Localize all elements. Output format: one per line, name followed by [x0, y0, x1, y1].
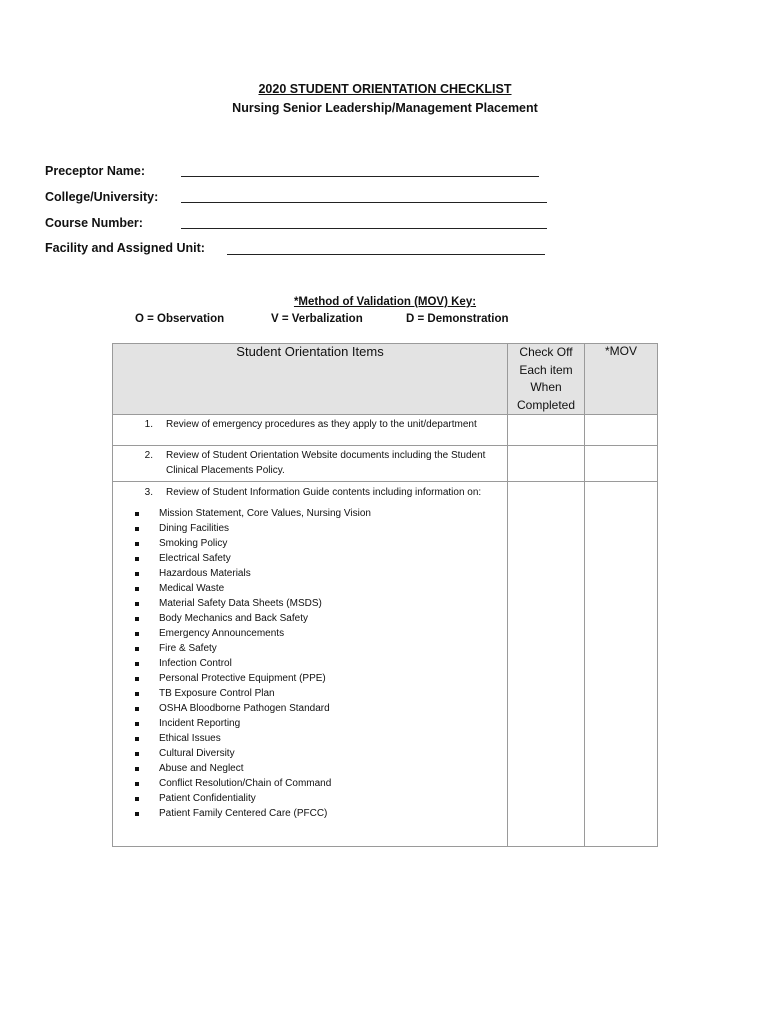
information-guide-bullet-list	[113, 506, 507, 821]
check-off-column-header	[508, 344, 585, 415]
square-bullet-icon	[135, 677, 139, 681]
square-bullet-icon	[135, 572, 139, 576]
square-bullet-icon	[135, 632, 139, 636]
bullet-list-item	[113, 731, 507, 746]
college-university-label: College/University:	[45, 190, 159, 204]
item-number: 2.	[144, 450, 153, 461]
square-bullet-icon	[135, 752, 139, 756]
bullet-text: Hazardous Materials	[159, 568, 251, 579]
square-bullet-icon	[135, 722, 139, 726]
square-bullet-icon	[135, 542, 139, 546]
bullet-list-item	[113, 596, 507, 611]
square-bullet-icon	[135, 707, 139, 711]
check-header-line: Each item	[519, 362, 573, 377]
square-bullet-icon	[135, 812, 139, 816]
square-bullet-icon	[135, 737, 139, 741]
mov-column-header: *MOV	[585, 344, 658, 415]
square-bullet-icon	[135, 692, 139, 696]
check-off-cell[interactable]	[508, 446, 585, 482]
item-number: 3.	[144, 487, 153, 498]
facility-unit-label: Facility and Assigned Unit:	[45, 241, 205, 255]
bullet-text: Medical Waste	[159, 583, 225, 594]
square-bullet-icon	[135, 512, 139, 516]
bullet-text: Conflict Resolution/Chain of Command	[159, 778, 332, 789]
bullet-text: Material Safety Data Sheets (MSDS)	[159, 598, 322, 609]
square-bullet-icon	[135, 662, 139, 666]
mov-verbalization: V = Verbalization	[271, 313, 363, 325]
college-university-line[interactable]	[181, 202, 547, 203]
item-text: Review of Student Orientation Website documents including the Student Clinical Placements Policy.	[166, 450, 486, 476]
bullet-list-item	[113, 671, 507, 686]
bullet-list-item	[113, 626, 507, 641]
preceptor-name-label: Preceptor Name:	[45, 164, 146, 178]
bullet-text: Ethical Issues	[159, 733, 221, 744]
mov-cell[interactable]	[585, 446, 658, 482]
bullet-list-item	[113, 521, 507, 536]
check-off-cell[interactable]	[508, 482, 585, 847]
square-bullet-icon	[135, 782, 139, 786]
bullet-text: Patient Family Centered Care (PFCC)	[159, 808, 328, 819]
bullet-list-item	[113, 701, 507, 716]
mov-cell[interactable]	[585, 415, 658, 446]
bullet-list-item	[113, 776, 507, 791]
course-number-line[interactable]	[181, 228, 547, 229]
bullet-text: Abuse and Neglect	[159, 763, 244, 774]
square-bullet-icon	[135, 527, 139, 531]
square-bullet-icon	[135, 767, 139, 771]
bullet-text: TB Exposure Control Plan	[159, 688, 275, 699]
facility-unit-line[interactable]	[227, 254, 545, 255]
mov-cell[interactable]	[585, 482, 658, 847]
check-header-line: Check Off	[519, 345, 573, 359]
bullet-text: Emergency Announcements	[159, 628, 285, 639]
bullet-list-item	[113, 656, 507, 671]
mov-demonstration: D = Demonstration	[406, 313, 509, 325]
bullet-list-item	[113, 611, 507, 626]
bullet-text: Incident Reporting	[159, 718, 241, 729]
bullet-text: Patient Confidentiality	[159, 793, 256, 804]
mov-observation: O = Observation	[135, 313, 225, 325]
preceptor-name-line[interactable]	[181, 176, 539, 177]
orientation-checklist-table	[112, 343, 658, 847]
bullet-list-item	[113, 761, 507, 776]
item-cell	[113, 446, 508, 482]
document-subtitle: Nursing Senior Leadership/Management Placement	[232, 101, 538, 115]
square-bullet-icon	[135, 557, 139, 561]
mov-key-title: *Method of Validation (MOV) Key:	[293, 296, 477, 308]
square-bullet-icon	[135, 602, 139, 606]
bullet-list-item	[113, 551, 507, 566]
bullet-text: Dining Facilities	[159, 523, 230, 534]
bullet-text: Cultural Diversity	[159, 748, 235, 759]
item-text: Review of Student Information Guide contents including information on:	[166, 487, 482, 498]
bullet-text: Body Mechanics and Back Safety	[159, 613, 308, 624]
document-title: 2020 STUDENT ORIENTATION CHECKLIST	[258, 82, 512, 96]
bullet-text: Electrical Safety	[159, 553, 231, 564]
course-number-label: Course Number:	[45, 216, 143, 230]
square-bullet-icon	[135, 797, 139, 801]
check-header-line: Completed	[516, 397, 576, 412]
bullet-list-item	[113, 686, 507, 701]
bullet-list-item	[113, 506, 507, 521]
square-bullet-icon	[135, 617, 139, 621]
table-header-row	[113, 344, 658, 415]
square-bullet-icon	[135, 587, 139, 591]
item-number: 1.	[144, 419, 153, 430]
bullet-list-item	[113, 806, 507, 821]
table-row	[113, 446, 658, 482]
item-text: Review of emergency procedures as they apply to the unit/department	[166, 419, 477, 430]
bullet-list-item	[113, 566, 507, 581]
bullet-text: OSHA Bloodborne Pathogen Standard	[159, 703, 330, 714]
check-header-line: When	[530, 380, 562, 394]
bullet-text: Infection Control	[159, 658, 232, 669]
table-row	[113, 482, 658, 847]
bullet-list-item	[113, 581, 507, 596]
item-cell	[113, 482, 508, 847]
bullet-list-item	[113, 746, 507, 761]
bullet-text: Personal Protective Equipment (PPE)	[159, 673, 326, 684]
bullet-text: Smoking Policy	[159, 538, 228, 549]
table-row	[113, 415, 658, 446]
item-cell	[113, 415, 508, 446]
square-bullet-icon	[135, 647, 139, 651]
bullet-list-item	[113, 641, 507, 656]
bullet-text: Fire & Safety	[159, 643, 217, 654]
bullet-list-item	[113, 716, 507, 731]
bullet-list-item	[113, 791, 507, 806]
bullet-text: Mission Statement, Core Values, Nursing Vision	[159, 508, 371, 519]
check-off-cell[interactable]	[508, 415, 585, 446]
items-column-header: Student Orientation Items	[113, 344, 508, 415]
bullet-list-item	[113, 536, 507, 551]
